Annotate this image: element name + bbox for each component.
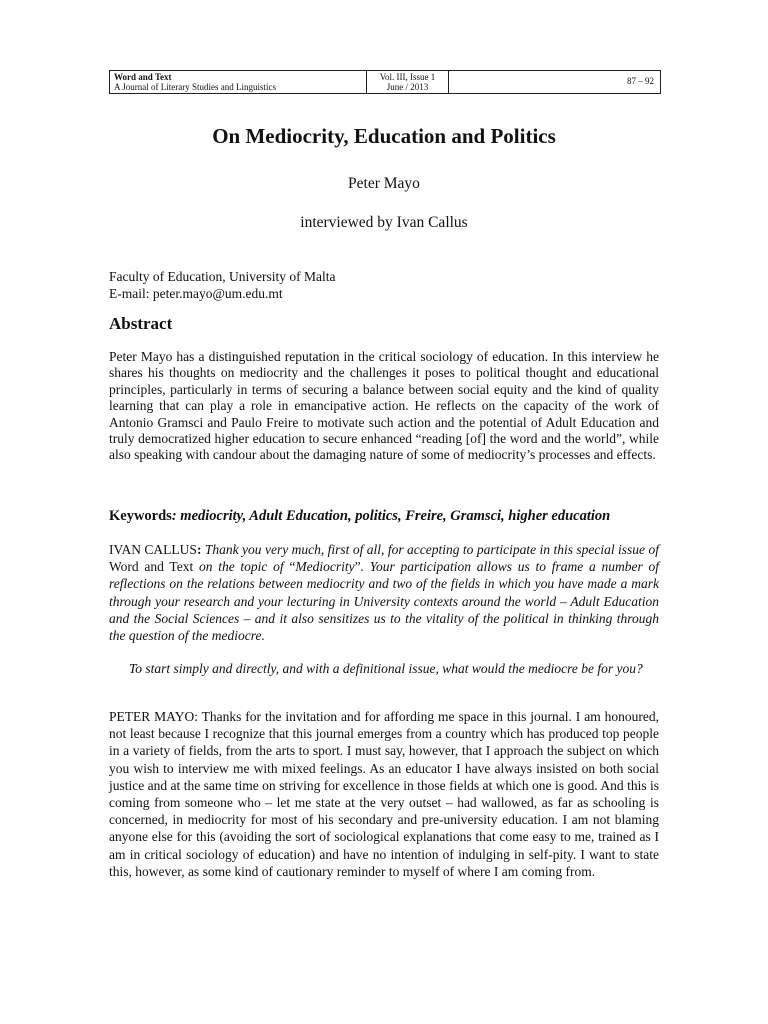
keywords-label: Keywords xyxy=(109,508,172,524)
journal-header-table xyxy=(109,70,661,94)
author-name: Peter Mayo xyxy=(348,175,420,192)
journal-subtitle: A Journal of Literary Studies and Linguistics xyxy=(114,82,276,92)
topic-word: Mediocrity xyxy=(295,559,355,575)
issue-info-cell xyxy=(367,71,449,93)
journal-reference: Word and Text xyxy=(109,559,194,575)
article-title: On Mediocrity, Education and Politics xyxy=(212,124,556,148)
question-text-part-2: on the topic of xyxy=(193,559,290,575)
affiliation-block xyxy=(109,268,335,302)
interviewer-line: interviewed by Ivan Callus xyxy=(300,214,468,231)
question-text-part-3: . Your participation allows us to frame a number of reflections on the relations between mediocrity and two of the fields in which you have made a mark through your research and your lecturing in University contexts around the world – Adult Education and the Social Sciences – and it also sensitizes us to the vitality of the political in thinking through the question of the mediocre. xyxy=(109,559,660,644)
abstract-heading: Abstract xyxy=(109,314,173,333)
question-text-part-1: Thank you very much, first of all, for accepting to participate in this special issue of xyxy=(201,542,659,557)
answer-1: PETER MAYO: Thanks for the invitation and for affording me space in this journal. I am honoured, not least because I recognize that this journal emerges from a country which has produced top people in a variety of fields, from the arts to sport. I must say, however, that I approach the subject on which you wish to interview me with mixed feelings. As an educator I have always insisted on both social justice and at the same time on striving for excellence in those fields at which one is good. And this is coming from someone who – let me state at the very outset – had wallowed, as far as schooling is concerned, in mediocrity for most of his secondary and pre-university education. I am not blaming anyone else for this (avoiding the sort of sociological explanations that come easy to me, trained as I am in critical sociology of education) and have no intention of indulging in self-pity. I want to state this, however, as some kind of cautionary reminder to myself of where I am coming from. xyxy=(109,709,659,879)
journal-name: Word and Text xyxy=(114,72,172,82)
quote-open: “ xyxy=(289,559,296,575)
question-2: To start simply and directly, and with a definitional issue, what would the mediocre be for you? xyxy=(129,661,643,676)
page-range: 87 – 92 xyxy=(627,76,654,86)
speaker-colon: : xyxy=(196,542,202,557)
journal-info-cell xyxy=(110,71,367,93)
volume-issue: Vol. III, Issue 1 xyxy=(379,72,436,82)
quote-close: ” xyxy=(354,559,361,575)
question-1 xyxy=(109,541,659,644)
email: E-mail: peter.mayo@um.edu.mt xyxy=(109,286,283,301)
keywords-line xyxy=(109,507,659,525)
abstract-text: Peter Mayo has a distinguished reputation in the critical sociology of education. In this interview he shares his thoughts on mediocrity and the challenges it poses to political thought and educational principles, particularly in terms of securing a balance between social equity and the kind of quality learning that can play a role in emancipative action. He reflects on the capacity of the work of Antonio Gramsci and Paulo Freire to motivate such action and the potential of Adult Education and truly democratized higher education to secure enhanced “reading [of] the word and the world”, while also speaking with candour about the damaging nature of some of mediocrity’s processes and effects. xyxy=(109,349,659,463)
institution: Faculty of Education, University of Malta xyxy=(109,269,336,284)
issue-date: June / 2013 xyxy=(386,82,429,92)
speaker-callus: IVAN CALLUS xyxy=(109,542,197,557)
keywords-list: : mediocrity, Adult Education, politics, Freire, Gramsci, higher education xyxy=(171,508,611,524)
